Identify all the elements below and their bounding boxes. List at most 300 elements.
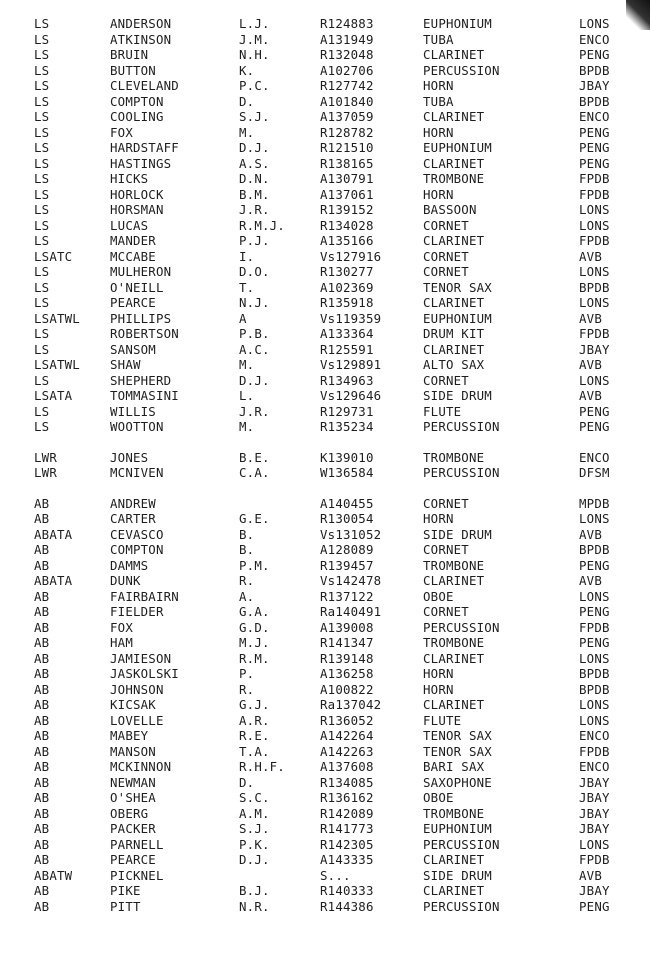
surname: COOLING bbox=[110, 109, 164, 124]
instrument: SAXOPHONE bbox=[423, 774, 492, 790]
rank: AB bbox=[34, 836, 50, 852]
surname: ANDERSON bbox=[110, 16, 172, 31]
roster-row bbox=[34, 868, 624, 884]
unit-code: JBAY bbox=[579, 790, 610, 805]
instrument: EUPHONIUM bbox=[423, 310, 492, 326]
surname: O'NEILL bbox=[110, 279, 164, 295]
surname: OBERG bbox=[110, 805, 149, 821]
surname: LUCAS bbox=[110, 217, 149, 233]
rank: ABATA bbox=[34, 526, 73, 542]
initials: A bbox=[239, 310, 247, 326]
instrument: CORNET bbox=[423, 217, 469, 233]
initials: S.J. bbox=[239, 821, 270, 836]
roster-row bbox=[34, 140, 624, 156]
rank: AB bbox=[34, 898, 50, 914]
unit-code: ENCO bbox=[579, 109, 610, 124]
surname: ATKINSON bbox=[110, 31, 172, 47]
unit-code: LONS bbox=[579, 511, 610, 526]
unit-code: LONS bbox=[579, 217, 610, 233]
rank: LS bbox=[34, 295, 50, 310]
initials: P.B. bbox=[239, 326, 270, 341]
rank: AB bbox=[34, 511, 50, 526]
service-number: R125591 bbox=[320, 341, 374, 357]
rank-group bbox=[34, 496, 624, 915]
initials: P.C. bbox=[239, 78, 270, 93]
surname: MULHERON bbox=[110, 264, 172, 279]
instrument: FLUTE bbox=[423, 712, 462, 728]
rank: LS bbox=[34, 124, 50, 140]
roster-row bbox=[34, 187, 624, 203]
instrument: EUPHONIUM bbox=[423, 140, 492, 155]
unit-code: LONS bbox=[579, 202, 610, 217]
initials: M. bbox=[239, 124, 255, 140]
service-number: A143335 bbox=[320, 852, 374, 867]
rank: LWR bbox=[34, 449, 57, 465]
service-number: R129731 bbox=[320, 403, 374, 419]
surname: JAMIESON bbox=[110, 650, 172, 666]
rank: AB bbox=[34, 495, 50, 511]
unit-code: LONS bbox=[579, 712, 610, 728]
roster-row bbox=[34, 744, 624, 760]
service-number: Vs119359 bbox=[320, 310, 382, 326]
rank: LS bbox=[34, 326, 50, 341]
surname: HAM bbox=[110, 635, 133, 650]
instrument: PERCUSSION bbox=[423, 62, 500, 78]
rank: LS bbox=[34, 155, 50, 171]
rank: AB bbox=[34, 852, 50, 867]
unit-code: PENG bbox=[579, 898, 610, 914]
surname: FAIRBAIRN bbox=[110, 588, 179, 604]
unit-code: PENG bbox=[579, 124, 610, 140]
instrument: FLUTE bbox=[423, 403, 462, 419]
roster-row bbox=[34, 883, 624, 899]
roster-row bbox=[34, 78, 624, 94]
instrument: ALTO SAX bbox=[423, 357, 485, 372]
service-number: R134085 bbox=[320, 774, 374, 790]
service-number: Vs142478 bbox=[320, 573, 382, 588]
rank: AB bbox=[34, 650, 50, 666]
band-roster-list bbox=[34, 16, 624, 929]
service-number: Ra137042 bbox=[320, 697, 382, 712]
instrument: TENOR SAX bbox=[423, 728, 492, 743]
surname: MCKINNON bbox=[110, 759, 172, 774]
instrument: OBOE bbox=[423, 790, 454, 805]
roster-row bbox=[34, 651, 624, 667]
initials: M. bbox=[239, 357, 255, 372]
roster-row bbox=[34, 697, 624, 713]
instrument: CORNET bbox=[423, 604, 469, 619]
service-number: R128782 bbox=[320, 124, 374, 140]
unit-code: LONS bbox=[579, 836, 610, 852]
unit-code: JBAY bbox=[579, 774, 610, 790]
rank: LS bbox=[34, 171, 50, 186]
initials: P.M. bbox=[239, 557, 270, 573]
initials: L.J. bbox=[239, 16, 270, 31]
unit-code: JBAY bbox=[579, 78, 610, 93]
service-number: A102369 bbox=[320, 279, 374, 295]
unit-code: AVB bbox=[579, 388, 602, 403]
instrument: TUBA bbox=[423, 93, 454, 109]
roster-row bbox=[34, 573, 624, 589]
instrument: HORN bbox=[423, 78, 454, 93]
instrument: CLARINET bbox=[423, 650, 485, 666]
roster-row bbox=[34, 156, 624, 172]
initials: D.J. bbox=[239, 372, 270, 388]
service-number: A140455 bbox=[320, 495, 374, 511]
rank: LS bbox=[34, 31, 50, 47]
rank: LS bbox=[34, 341, 50, 357]
rank: LS bbox=[34, 217, 50, 233]
initials: D.J. bbox=[239, 140, 270, 155]
initials: A.C. bbox=[239, 341, 270, 357]
rank: LS bbox=[34, 16, 50, 31]
instrument: CORNET bbox=[423, 372, 469, 388]
surname: LOVELLE bbox=[110, 712, 164, 728]
unit-code: JBAY bbox=[579, 805, 610, 821]
service-number: A136258 bbox=[320, 666, 374, 681]
surname: MANDER bbox=[110, 233, 156, 248]
roster-row bbox=[34, 295, 624, 311]
surname: CARTER bbox=[110, 511, 156, 526]
surname: BRUIN bbox=[110, 47, 149, 62]
initials: R.M. bbox=[239, 650, 270, 666]
instrument: CLARINET bbox=[423, 109, 485, 124]
service-number: R130277 bbox=[320, 264, 374, 279]
rank: AB bbox=[34, 666, 50, 681]
initials: R.E. bbox=[239, 728, 270, 743]
initials: R.H.F. bbox=[239, 759, 285, 774]
service-number: R140333 bbox=[320, 883, 374, 898]
instrument: CLARINET bbox=[423, 233, 485, 248]
rank: AB bbox=[34, 821, 50, 836]
roster-row bbox=[34, 249, 624, 265]
roster-row bbox=[34, 852, 624, 868]
unit-code: PENG bbox=[579, 419, 610, 434]
surname: COMPTON bbox=[110, 93, 164, 109]
surname: TOMMASINI bbox=[110, 388, 179, 403]
initials: B.E. bbox=[239, 449, 270, 465]
service-number: A142264 bbox=[320, 728, 374, 743]
rank: AB bbox=[34, 759, 50, 774]
rank: LS bbox=[34, 372, 50, 388]
initials: A.R. bbox=[239, 712, 270, 728]
surname: MCNIVEN bbox=[110, 465, 164, 480]
instrument: DRUM KIT bbox=[423, 326, 485, 341]
instrument: HORN bbox=[423, 681, 454, 697]
unit-code: LONS bbox=[579, 588, 610, 604]
surname: BUTTON bbox=[110, 62, 156, 78]
unit-code: AVB bbox=[579, 526, 602, 542]
surname: MABEY bbox=[110, 728, 149, 743]
roster-row bbox=[34, 63, 624, 79]
initials: G.E. bbox=[239, 511, 270, 526]
roster-row bbox=[34, 759, 624, 775]
initials: D. bbox=[239, 774, 255, 790]
instrument: HORN bbox=[423, 511, 454, 526]
rank: LS bbox=[34, 419, 50, 434]
service-number: A139008 bbox=[320, 619, 374, 635]
initials: B.M. bbox=[239, 186, 270, 202]
unit-code: DFSM bbox=[579, 465, 610, 480]
rank: AB bbox=[34, 619, 50, 635]
roster-row bbox=[34, 326, 624, 342]
surname: PEARCE bbox=[110, 295, 156, 310]
rank: AB bbox=[34, 774, 50, 790]
surname: MCCABE bbox=[110, 248, 156, 264]
rank: LSATA bbox=[34, 388, 73, 403]
instrument: EUPHONIUM bbox=[423, 16, 492, 31]
initials: P.K. bbox=[239, 836, 270, 852]
roster-row bbox=[34, 837, 624, 853]
initials: B. bbox=[239, 526, 255, 542]
service-number: Vs131052 bbox=[320, 526, 382, 542]
surname: PARNELL bbox=[110, 836, 164, 852]
rank: AB bbox=[34, 805, 50, 821]
rank: LSATWL bbox=[34, 357, 80, 372]
service-number: R135234 bbox=[320, 419, 374, 434]
service-number: R139457 bbox=[320, 557, 374, 573]
initials: C.A. bbox=[239, 465, 270, 480]
rank: LS bbox=[34, 78, 50, 93]
surname: HICKS bbox=[110, 171, 149, 186]
surname: PHILLIPS bbox=[110, 310, 172, 326]
surname: PEARCE bbox=[110, 852, 156, 867]
service-number: K139010 bbox=[320, 449, 374, 465]
rank: LS bbox=[34, 109, 50, 124]
roster-row bbox=[34, 806, 624, 822]
roster-row bbox=[34, 202, 624, 218]
unit-code: ENCO bbox=[579, 728, 610, 743]
initials: R.M.J. bbox=[239, 217, 285, 233]
surname: WILLIS bbox=[110, 403, 156, 419]
roster-row bbox=[34, 342, 624, 358]
rank-group bbox=[34, 450, 624, 481]
service-number: W136584 bbox=[320, 465, 374, 480]
service-number: R142305 bbox=[320, 836, 374, 852]
rank: ABATA bbox=[34, 573, 73, 588]
service-number: A137061 bbox=[320, 186, 374, 202]
service-number: R124883 bbox=[320, 16, 374, 31]
roster-row bbox=[34, 388, 624, 404]
instrument: CLARINET bbox=[423, 852, 485, 867]
surname: HASTINGS bbox=[110, 155, 172, 171]
unit-code: JBAY bbox=[579, 883, 610, 898]
surname: SHEPHERD bbox=[110, 372, 172, 388]
page-corner-shadow bbox=[626, 0, 650, 30]
roster-row bbox=[34, 821, 624, 837]
unit-code: LONS bbox=[579, 650, 610, 666]
unit-code: FPDB bbox=[579, 233, 610, 248]
roster-row bbox=[34, 775, 624, 791]
surname: PICKNEL bbox=[110, 867, 164, 883]
rank: LSATWL bbox=[34, 310, 80, 326]
roster-row bbox=[34, 233, 624, 249]
initials: A. bbox=[239, 588, 255, 604]
instrument: CORNET bbox=[423, 248, 469, 264]
unit-code: LONS bbox=[579, 697, 610, 712]
roster-row bbox=[34, 450, 624, 466]
unit-code: FPDB bbox=[579, 171, 610, 186]
instrument: CORNET bbox=[423, 495, 469, 511]
instrument: HORN bbox=[423, 124, 454, 140]
initials: L. bbox=[239, 388, 255, 403]
surname: COMPTON bbox=[110, 542, 164, 557]
surname: CLEVELAND bbox=[110, 78, 179, 93]
instrument: PERCUSSION bbox=[423, 898, 500, 914]
service-number: A100822 bbox=[320, 681, 374, 697]
rank: AB bbox=[34, 728, 50, 743]
surname: JASKOLSKI bbox=[110, 666, 179, 681]
roster-row bbox=[34, 790, 624, 806]
instrument: OBOE bbox=[423, 588, 454, 604]
roster-row bbox=[34, 280, 624, 296]
service-number: R132048 bbox=[320, 47, 374, 62]
unit-code: AVB bbox=[579, 248, 602, 264]
rank: LS bbox=[34, 233, 50, 248]
service-number: R121510 bbox=[320, 140, 374, 155]
unit-code: BPDB bbox=[579, 62, 610, 78]
rank: AB bbox=[34, 743, 50, 759]
roster-row bbox=[34, 728, 624, 744]
unit-code: PENG bbox=[579, 403, 610, 419]
roster-row bbox=[34, 404, 624, 420]
unit-code: ENCO bbox=[579, 31, 610, 47]
rank: AB bbox=[34, 883, 50, 898]
surname: ROBERTSON bbox=[110, 326, 179, 341]
instrument: BARI SAX bbox=[423, 759, 485, 774]
roster-row bbox=[34, 16, 624, 32]
service-number: R127742 bbox=[320, 78, 374, 93]
rank: LS bbox=[34, 403, 50, 419]
initials: M. bbox=[239, 419, 255, 434]
roster-row bbox=[34, 635, 624, 651]
initials: R. bbox=[239, 573, 255, 588]
roster-row bbox=[34, 527, 624, 543]
service-number: A130791 bbox=[320, 171, 374, 186]
surname: FIELDER bbox=[110, 604, 164, 619]
service-number: R142089 bbox=[320, 805, 374, 821]
service-number: R139152 bbox=[320, 202, 374, 217]
instrument: CLARINET bbox=[423, 697, 485, 712]
roster-row bbox=[34, 682, 624, 698]
surname: HARDSTAFF bbox=[110, 140, 179, 155]
unit-code: AVB bbox=[579, 573, 602, 588]
unit-code: FPDB bbox=[579, 743, 610, 759]
service-number: S... bbox=[320, 867, 351, 883]
rank: AB bbox=[34, 588, 50, 604]
instrument: TENOR SAX bbox=[423, 279, 492, 295]
roster-row bbox=[34, 171, 624, 187]
rank: LS bbox=[34, 264, 50, 279]
roster-row bbox=[34, 542, 624, 558]
service-number: R135918 bbox=[320, 295, 374, 310]
initials: D.J. bbox=[239, 852, 270, 867]
initials: G.A. bbox=[239, 604, 270, 619]
initials: D.N. bbox=[239, 171, 270, 186]
roster-row bbox=[34, 589, 624, 605]
unit-code: LONS bbox=[579, 372, 610, 388]
surname: FOX bbox=[110, 124, 133, 140]
instrument: PERCUSSION bbox=[423, 836, 500, 852]
instrument: TROMBONE bbox=[423, 805, 485, 821]
rank: AB bbox=[34, 557, 50, 573]
service-number: R144386 bbox=[320, 898, 374, 914]
instrument: HORN bbox=[423, 186, 454, 202]
unit-code: JBAY bbox=[579, 341, 610, 357]
service-number: A102706 bbox=[320, 62, 374, 78]
instrument: TROMBONE bbox=[423, 635, 485, 650]
unit-code: AVB bbox=[579, 357, 602, 372]
rank: LS bbox=[34, 62, 50, 78]
unit-code: LONS bbox=[579, 295, 610, 310]
initials: K. bbox=[239, 62, 255, 78]
service-number: R134028 bbox=[320, 217, 374, 233]
roster-row bbox=[34, 419, 624, 435]
unit-code: LONS bbox=[579, 264, 610, 279]
instrument: CLARINET bbox=[423, 47, 485, 62]
surname: JONES bbox=[110, 449, 149, 465]
roster-row bbox=[34, 264, 624, 280]
unit-code: AVB bbox=[579, 310, 602, 326]
initials: G.D. bbox=[239, 619, 270, 635]
rank: AB bbox=[34, 604, 50, 619]
instrument: CLARINET bbox=[423, 295, 485, 310]
surname: MANSON bbox=[110, 743, 156, 759]
unit-code: PENG bbox=[579, 557, 610, 573]
unit-code: ENCO bbox=[579, 759, 610, 774]
initials: S.J. bbox=[239, 109, 270, 124]
roster-row bbox=[34, 496, 624, 512]
initials: D.O. bbox=[239, 264, 270, 279]
unit-code: AVB bbox=[579, 867, 602, 883]
roster-row bbox=[34, 713, 624, 729]
rank: AB bbox=[34, 790, 50, 805]
unit-code: BPDB bbox=[579, 542, 610, 557]
roster-row bbox=[34, 511, 624, 527]
service-number: R137122 bbox=[320, 588, 374, 604]
instrument: TROMBONE bbox=[423, 171, 485, 186]
surname: ANDREW bbox=[110, 495, 156, 511]
instrument: CLARINET bbox=[423, 573, 485, 588]
unit-code: BPDB bbox=[579, 666, 610, 681]
unit-code: PENG bbox=[579, 47, 610, 62]
rank: LS bbox=[34, 93, 50, 109]
initials: N.H. bbox=[239, 47, 270, 62]
initials: T. bbox=[239, 279, 255, 295]
service-number: Vs129891 bbox=[320, 357, 382, 372]
instrument: TROMBONE bbox=[423, 557, 485, 573]
service-number: A101840 bbox=[320, 93, 374, 109]
unit-code: ENCO bbox=[579, 449, 610, 465]
service-number: R130054 bbox=[320, 511, 374, 526]
unit-code: BPDB bbox=[579, 681, 610, 697]
unit-code: BPDB bbox=[579, 279, 610, 295]
instrument: TROMBONE bbox=[423, 449, 485, 465]
instrument: CLARINET bbox=[423, 883, 485, 898]
initials: J.M. bbox=[239, 31, 270, 47]
instrument: EUPHONIUM bbox=[423, 821, 492, 836]
service-number: Vs129646 bbox=[320, 388, 382, 403]
surname: DAMMS bbox=[110, 557, 149, 573]
unit-code: FPDB bbox=[579, 186, 610, 202]
service-number: R136162 bbox=[320, 790, 374, 805]
rank-group bbox=[34, 16, 624, 435]
unit-code: JBAY bbox=[579, 821, 610, 836]
rank: LS bbox=[34, 186, 50, 202]
roster-row bbox=[34, 109, 624, 125]
service-number: A133364 bbox=[320, 326, 374, 341]
instrument: TUBA bbox=[423, 31, 454, 47]
